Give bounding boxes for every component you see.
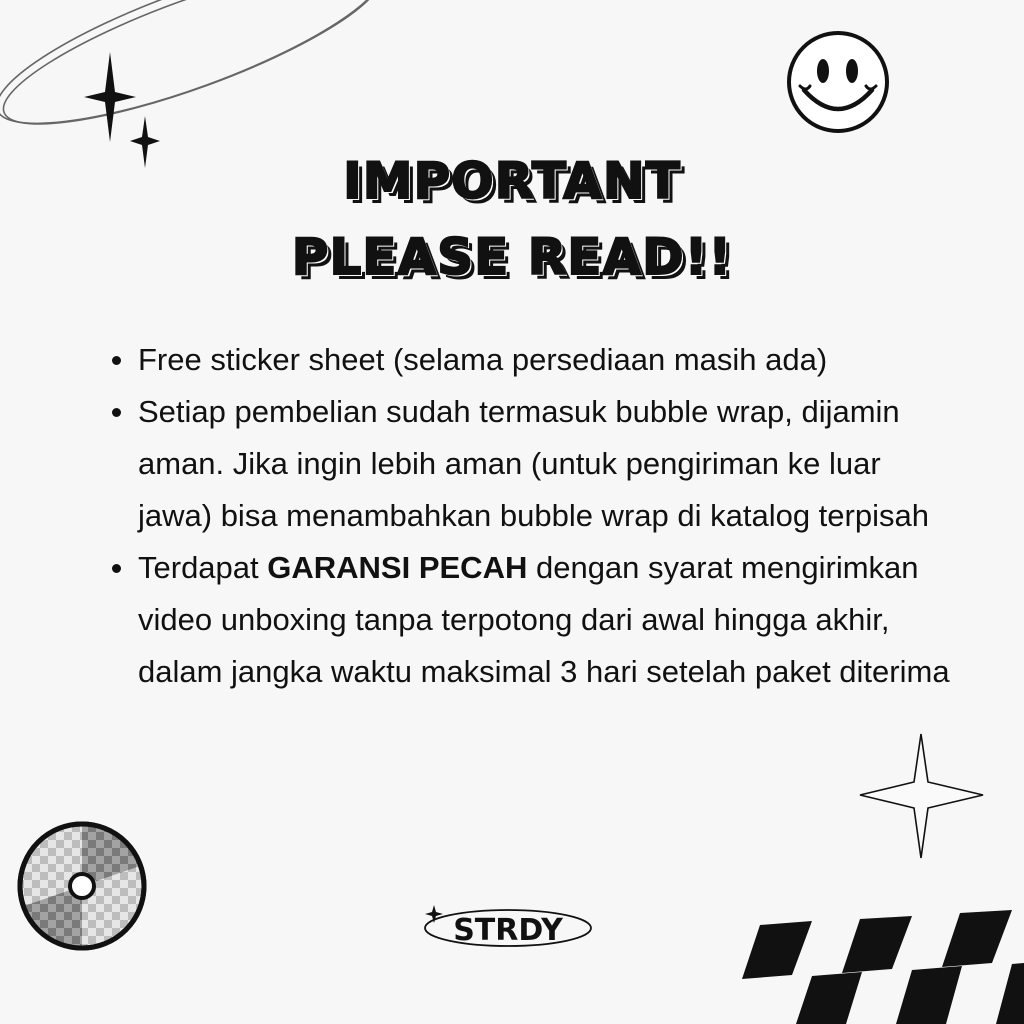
notes-list xyxy=(110,334,960,698)
list-item-guarantee xyxy=(110,542,960,698)
headline-please-read: PLEASE READ!! xyxy=(291,228,733,286)
four-point-star-icon xyxy=(860,734,983,858)
note-text-before: Terdapat xyxy=(138,550,268,585)
list-item-bubble-wrap xyxy=(110,386,960,542)
guarantee-emphasis: GARANSI PECAH xyxy=(267,550,528,585)
smiley-face-icon xyxy=(789,33,887,131)
brand-logo xyxy=(425,905,591,948)
note-text: Setiap pembelian sudah termasuk bubble wrap, dijamin aman. Jika ingin lebih aman (untuk pengiriman ke luar jawa) bisa menambahkan bubble wrap di katalog terpisah xyxy=(138,394,929,533)
pixel-cd-disc-icon xyxy=(20,824,144,948)
sparkle-icon xyxy=(84,52,136,142)
note-text: Free sticker sheet (selama persediaan masih ada) xyxy=(138,342,828,377)
note-text-after: dengan syarat mengirimkan video unboxing tanpa terpotong dari awal hingga akhir, dalam jangka waktu maksimal 3 hari setelah paket diterima xyxy=(138,550,950,689)
checkered-flag-pattern xyxy=(742,910,1024,1024)
list-item-sticker xyxy=(110,334,960,386)
orbit-ring xyxy=(0,0,399,155)
brand-logo-text: STRDY xyxy=(453,913,563,948)
headline-important: IMPORTANT xyxy=(343,152,681,210)
